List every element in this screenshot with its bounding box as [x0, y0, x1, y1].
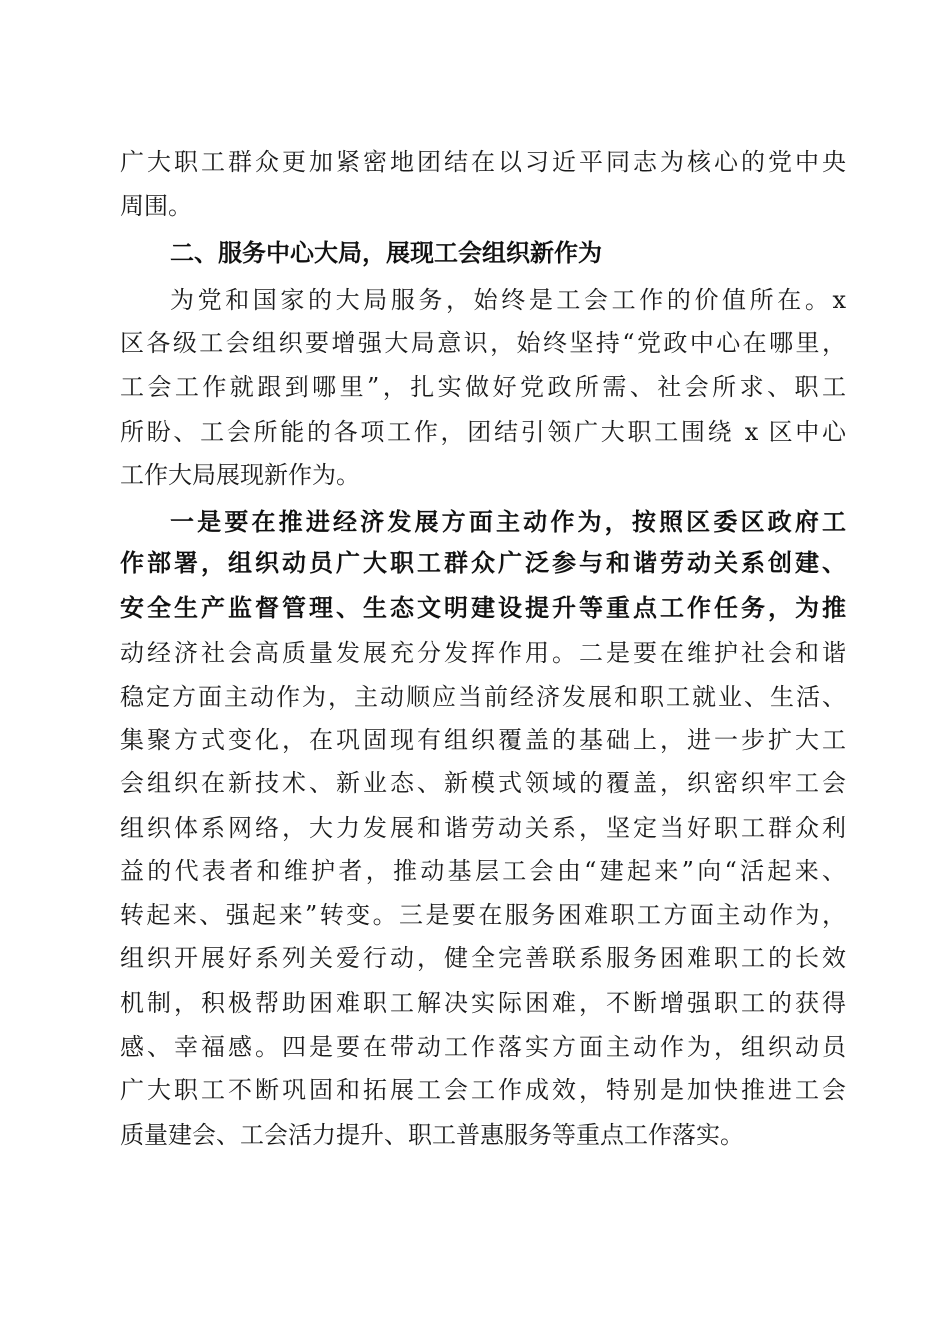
- body-text-line: 为党和国家的大局服务，始终是工会工作的价值所在。x: [170, 286, 846, 314]
- body-text-line: 机制，积极帮助困难职工解决实际困难，不断增强职工的获得: [120, 989, 846, 1017]
- body-text-line: 会组织在新技术、新业态、新模式领域的覆盖，织密织牢工会: [120, 769, 846, 797]
- body-text-line: 所盼、工会所能的各项工作，团结引领广大职工围绕 x 区中心: [120, 418, 846, 446]
- body-text-line: 组织体系网络，大力发展和谐劳动关系，坚定当好职工群众利: [120, 814, 846, 842]
- body-text-line: 质量建会、工会活力提升、职工普惠服务等重点工作落实。: [120, 1121, 744, 1149]
- body-text-line: 稳定方面主动作为，主动顺应当前经济发展和职工就业、生活、: [120, 683, 846, 711]
- section-heading: 二、服务中心大局，展现工会组织新作为: [170, 239, 602, 267]
- body-text-line: 工会工作就跟到哪里”，扎实做好党政所需、社会所求、职工: [120, 373, 846, 401]
- body-text-line: 集聚方式变化，在巩固现有组织覆盖的基础上，进一步扩大工: [120, 726, 846, 754]
- body-text-line: 感、幸福感。四是要在带动工作落实方面主动作为，组织动员: [120, 1033, 846, 1061]
- body-text-line: 工作大局展现新作为。: [120, 461, 360, 489]
- body-text-line: 广大职工群众更加紧密地团结在以习近平同志为核心的党中央: [120, 148, 846, 176]
- body-text-line: 广大职工不断巩固和拓展工会工作成效，特别是加快推进工会: [120, 1076, 846, 1104]
- body-text-line: 周围。: [120, 192, 192, 220]
- body-text-line: 区各级工会组织要增强大局意识，始终坚持“党政中心在哪里，: [120, 329, 846, 357]
- body-text-line: 安全生产监督管理、生态文明建设提升等重点工作任务，为推: [120, 593, 846, 622]
- body-text-line: 益的代表者和维护者，推动基层工会由“建起来”向“活起来、: [120, 857, 846, 885]
- body-text-line: 组织开展好系列关爱行动，健全完善联系服务困难职工的长效: [120, 944, 846, 972]
- body-text-line: 动经济社会高质量发展充分发挥作用。二是要在维护社会和谐: [120, 639, 846, 667]
- body-text-line: 转起来、强起来”转变。三是要在服务困难职工方面主动作为，: [120, 901, 846, 929]
- body-text-line: 一是要在推进经济发展方面主动作为，按照区委区政府工: [170, 507, 846, 536]
- body-text-line: 作部署，组织动员广大职工群众广泛参与和谐劳动关系创建、: [120, 548, 846, 577]
